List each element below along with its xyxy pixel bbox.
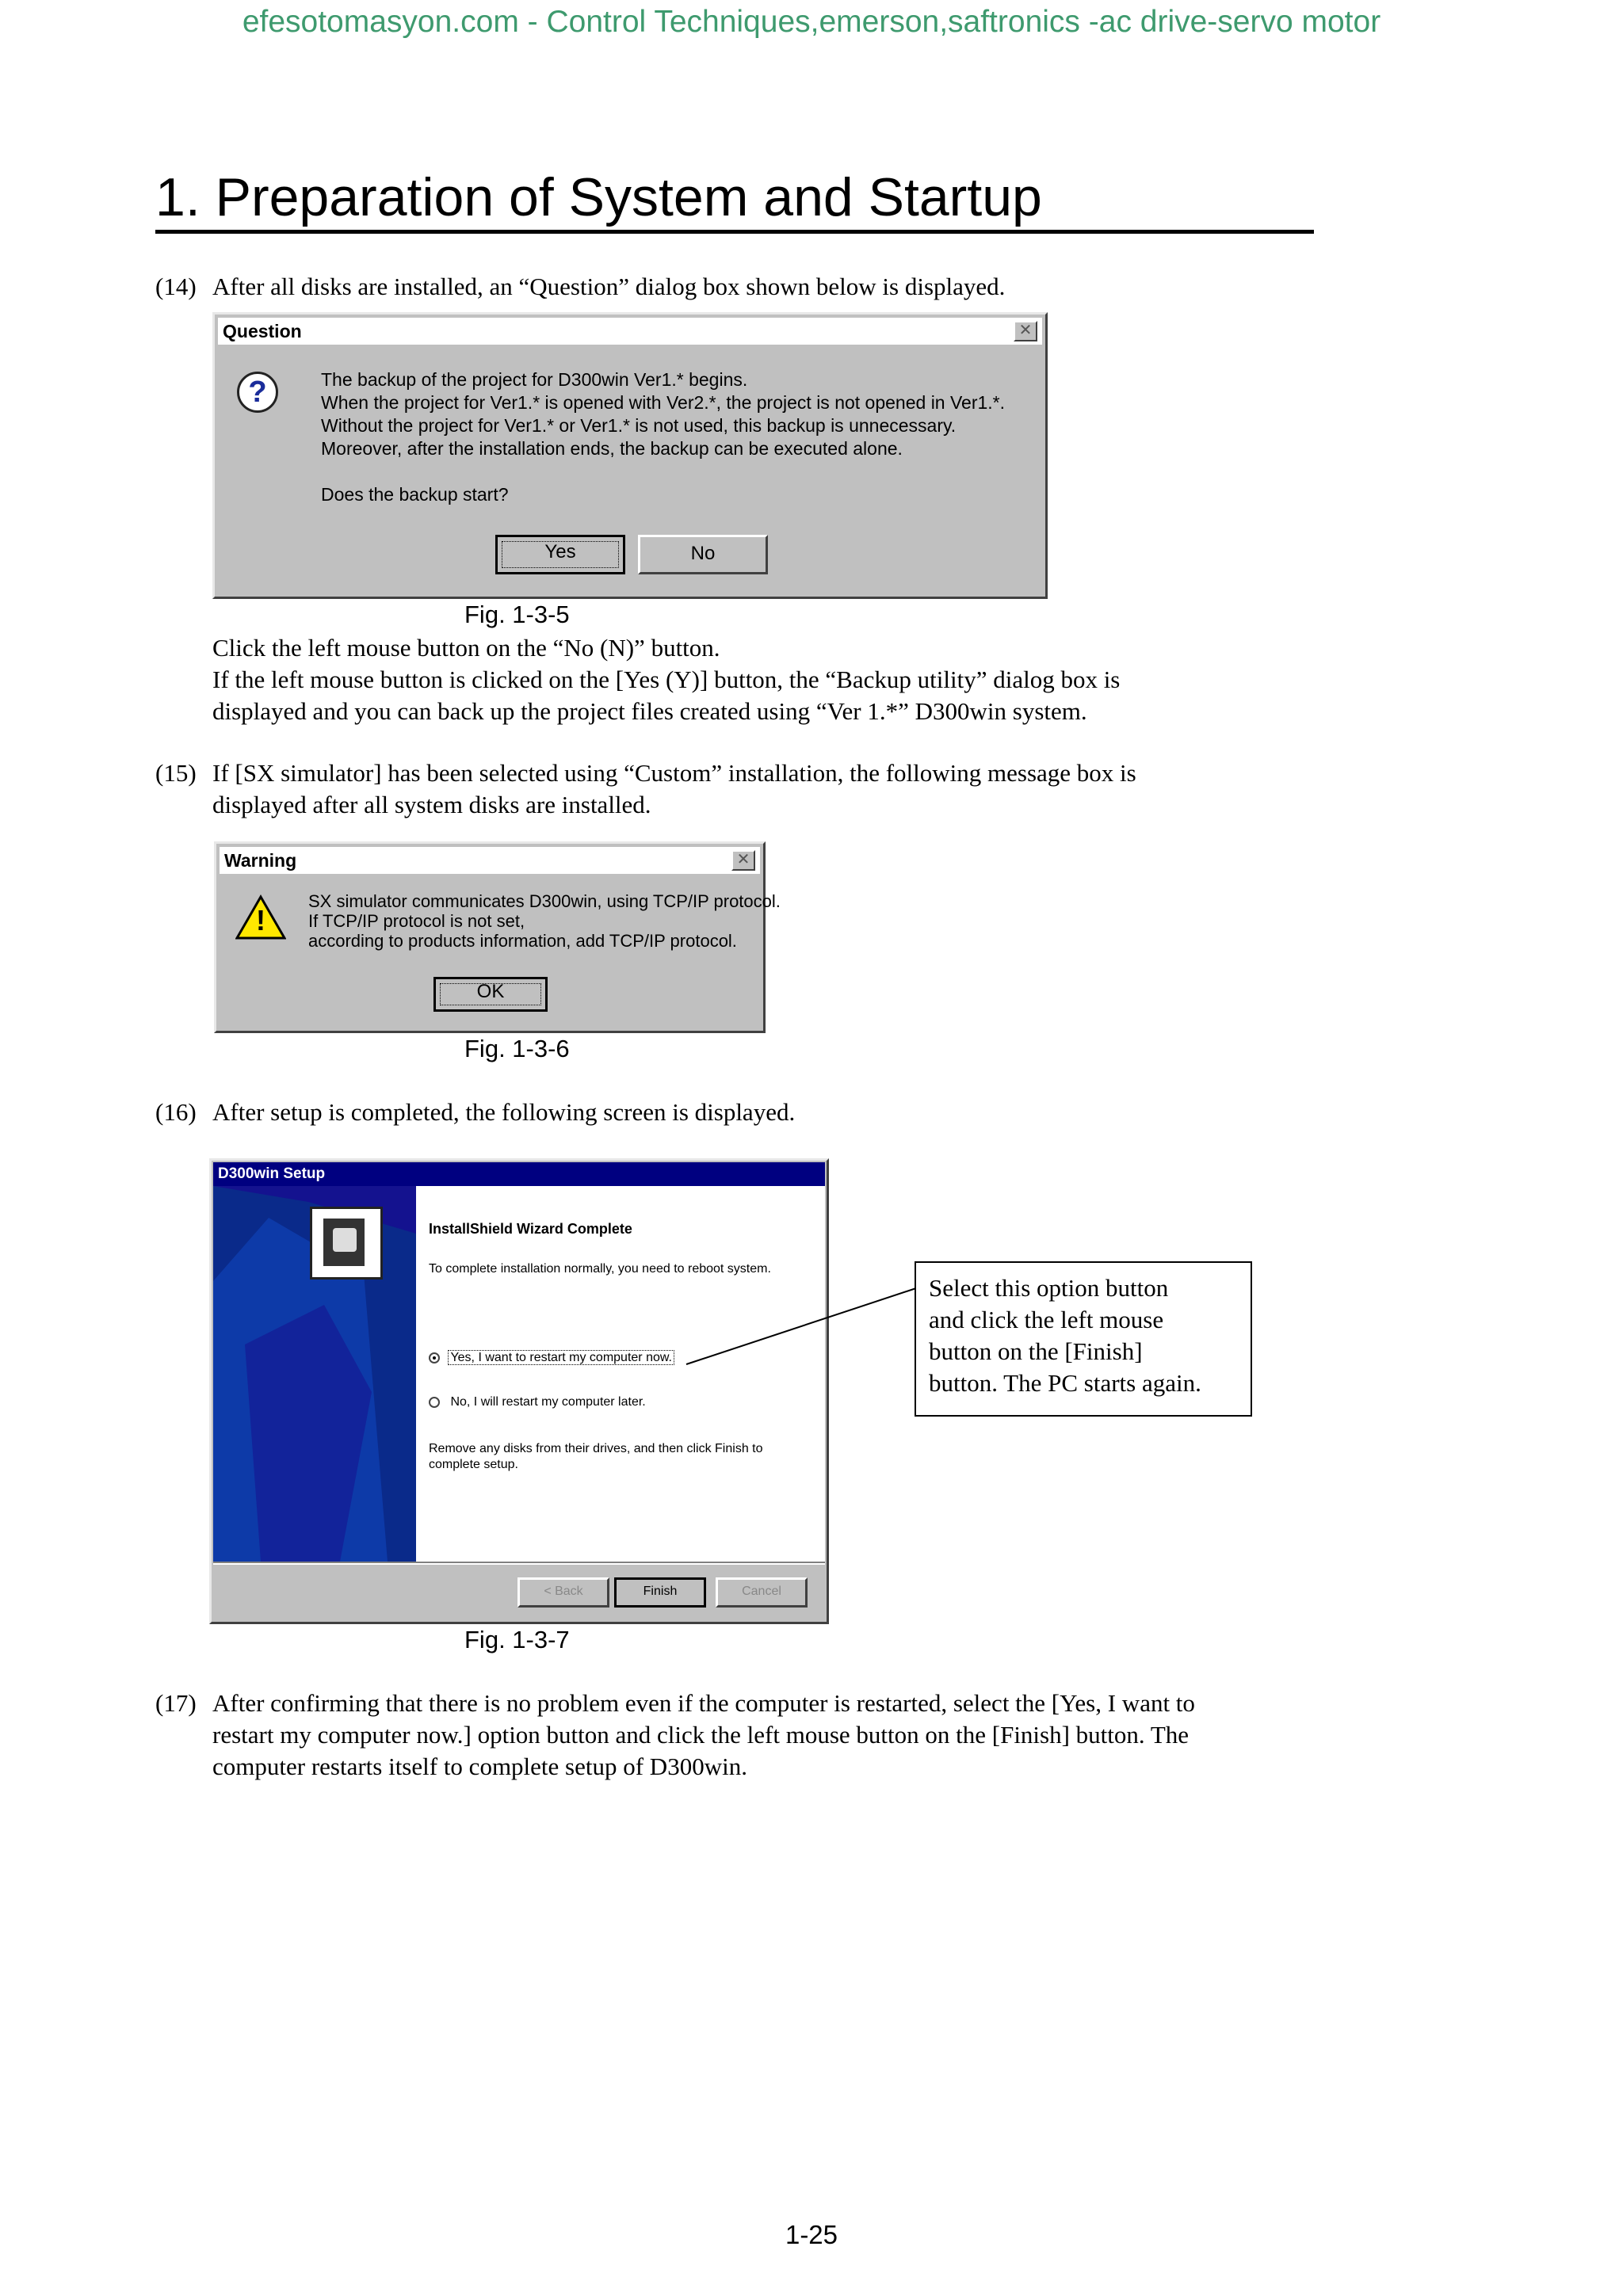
question-line-1: The backup of the project for D300win Ver1.* begins. [321,369,748,390]
back-label: < Back [544,1585,583,1598]
no-label: No [690,543,716,564]
step-text-1: If [SX simulator] has been selected using “Custom” installation, the following message box is [212,759,1136,787]
step-number: (15) [155,759,197,787]
step-text-3: computer restarts itself to complete setup of D300win. [212,1753,747,1780]
instruction-no: Click the left mouse button on the “No (N)” button. [212,634,720,662]
question-glyph: ? [248,376,267,409]
question-line-3: Without the project for Ver1.* or Ver1.* is not used, this backup is unnecessary. [321,415,957,436]
callout-line-2: and click the left mouse [929,1306,1164,1333]
yes-label: Yes [544,541,576,563]
figure-caption: Fig. 1-3-6 [464,1035,570,1062]
callout-box [915,1261,1252,1417]
step-text: After all disks are installed, an “Question” dialog box shown below is displayed. [212,273,1006,300]
step-text-2: displayed after all system disks are installed. [212,791,651,818]
warning-line-1: SX simulator communicates D300win, using TCP/IP protocol. [308,891,781,911]
step-number: (16) [155,1098,197,1126]
dialog-title: Question [223,321,302,341]
chapter-title: 1. Preparation of System and Startup [155,167,1042,227]
wizard-intro: To complete installation normally, you need to reboot system. [429,1262,771,1276]
callout-line-4: button. The PC starts again. [929,1369,1201,1397]
site-banner: efesotomasyon.com - Control Techniques,emerson,saftronics -ac drive-servo motor [242,5,1381,39]
radio-label: No, I will restart my computer later. [450,1395,646,1409]
radio-label: Yes, I want to restart my computer now. [448,1350,674,1365]
warning-line-3: according to products information, add TCP/IP protocol. [308,931,737,951]
instruction-yes-1: If the left mouse button is clicked on the [Yes (Y)] button, the “Backup utility” dialog box is [212,666,1121,693]
dialog-title: D300win Setup [218,1165,326,1182]
close-icon: ✕ [736,851,750,868]
ok-label: OK [476,981,505,1002]
question-prompt: Does the backup start? [321,484,509,505]
page-number: 1-25 [785,2220,838,2249]
callout-line-3: button on the [Finish] [929,1337,1143,1365]
step-number: (14) [155,273,197,300]
instruction-yes-2: displayed and you can back up the project files created using “Ver 1.*” D300win system. [212,697,1087,725]
question-line-4: Moreover, after the installation ends, the backup can be executed alone. [321,438,903,459]
question-line-2: When the project for Ver1.* is opened with Ver2.*, the project is not opened in Ver1.*. [321,392,1006,413]
wizard-heading: InstallShield Wizard Complete [429,1221,632,1237]
step-text: After setup is completed, the following screen is displayed. [212,1098,796,1126]
cancel-label: Cancel [742,1585,781,1598]
step-text-2: restart my computer now.] option button and click the left mouse button on the [Finish] button. The [212,1721,1190,1749]
callout-line-1: Select this option button [929,1274,1169,1302]
figure-caption: Fig. 1-3-7 [464,1626,570,1653]
finish-label: Finish [643,1585,678,1598]
step-number: (17) [155,1689,197,1717]
remove-line-1: Remove any disks from their drives, and then click Finish to [429,1442,763,1455]
step-text-1: After confirming that there is no problem even if the computer is restarted, select the [Yes, I want to [212,1689,1195,1717]
remove-line-2: complete setup. [429,1458,518,1471]
figure-caption: Fig. 1-3-5 [464,601,570,628]
dialog-title: Warning [224,850,297,871]
warning-line-2: If TCP/IP protocol is not set, [308,911,525,931]
close-icon: ✕ [1018,322,1033,339]
warning-glyph: ! [256,904,265,936]
